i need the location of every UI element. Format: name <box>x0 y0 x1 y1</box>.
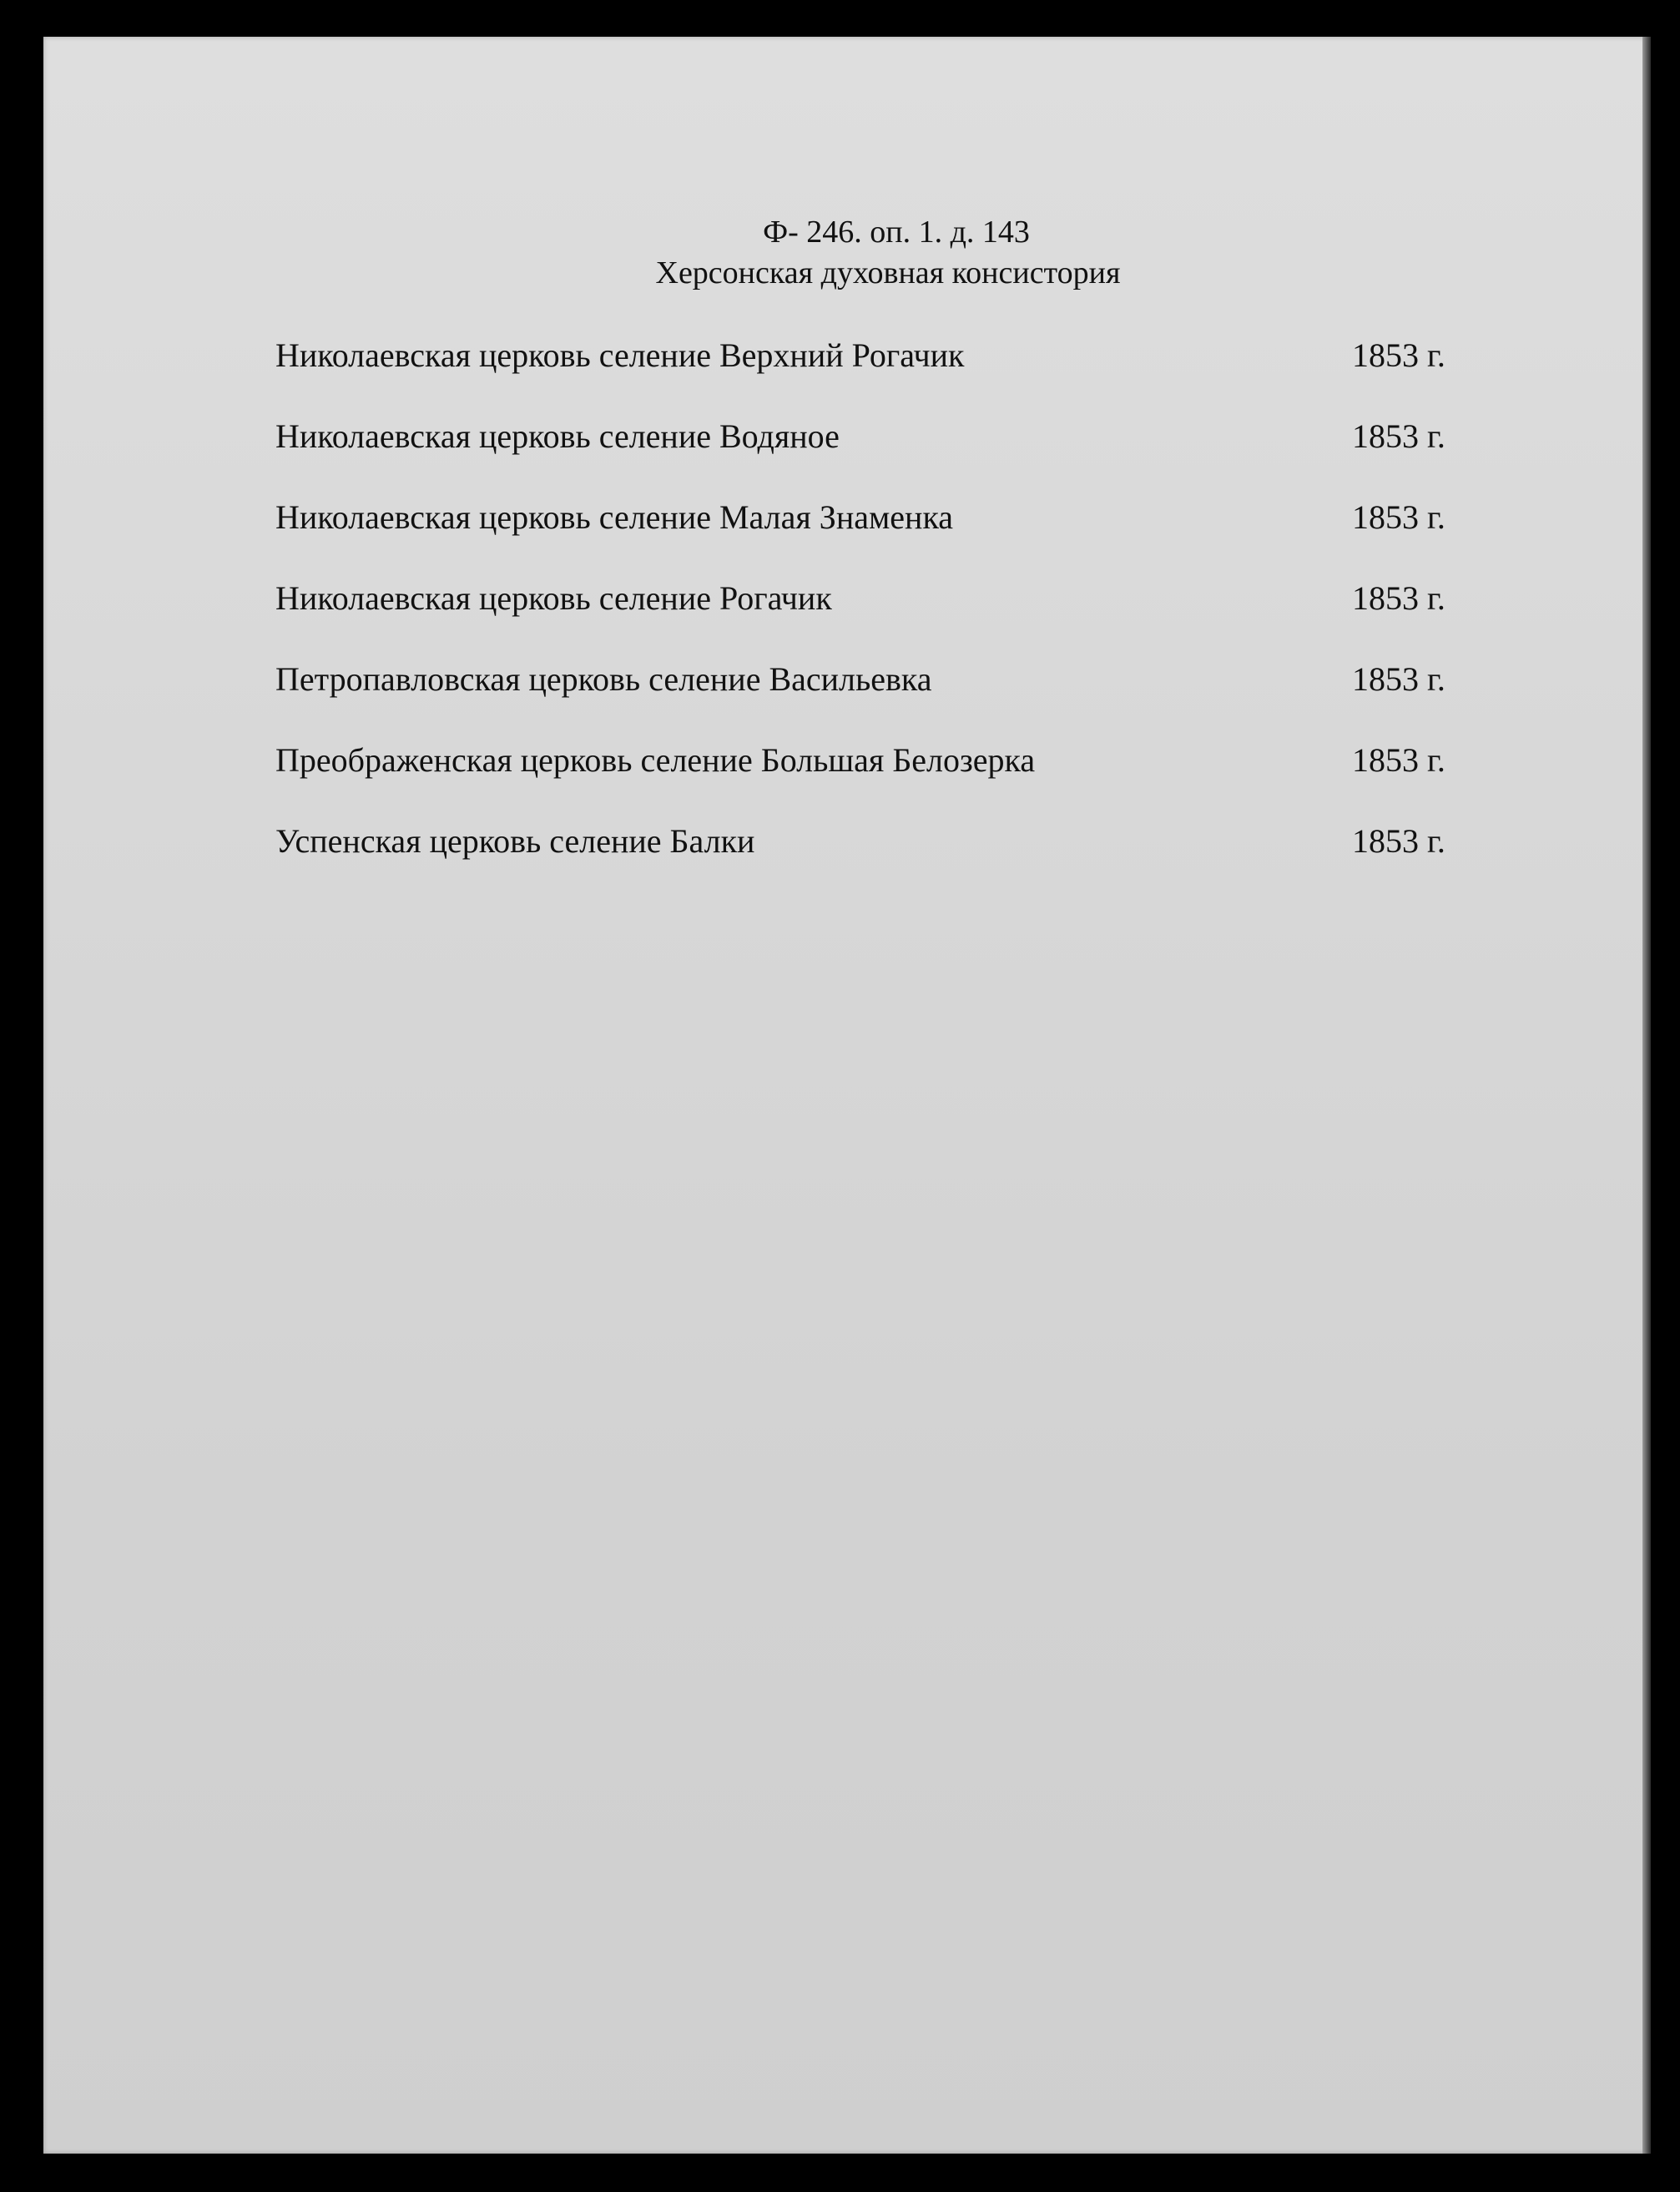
paper-edge-shadow <box>1642 37 1651 2154</box>
record-title: Преображенская церковь селение Большая Белозерка <box>275 741 1036 779</box>
record-year: 1853 г. <box>1352 579 1445 617</box>
record-year: 1853 г. <box>1352 498 1445 536</box>
list-item <box>275 492 1486 573</box>
record-list <box>275 331 1486 897</box>
list-item <box>275 735 1486 816</box>
list-item <box>275 331 1486 412</box>
record-title: Николаевская церковь селение Водяное <box>275 417 840 455</box>
archive-reference: Ф- 246. оп. 1. д. 143 <box>763 215 1030 250</box>
list-item <box>275 412 1486 492</box>
record-year: 1853 г. <box>1352 417 1445 455</box>
institution-name: Херсонская духовная консистория <box>655 255 1121 290</box>
list-item <box>275 816 1486 897</box>
list-item <box>275 573 1486 654</box>
list-item <box>275 654 1486 735</box>
record-year: 1853 г. <box>1352 660 1445 698</box>
record-title: Николаевская церковь селение Малая Знаменка <box>275 498 954 536</box>
record-year: 1853 г. <box>1352 741 1445 779</box>
record-title: Николаевская церковь селение Верхний Рогачик <box>275 336 965 374</box>
document-header <box>43 212 1649 294</box>
record-year: 1853 г. <box>1352 336 1445 374</box>
record-title: Петропавловская церковь селение Васильевка <box>275 660 932 698</box>
record-year: 1853 г. <box>1352 822 1445 860</box>
paper-sheet <box>43 37 1649 2154</box>
record-title: Успенская церковь селение Балки <box>275 822 755 860</box>
record-title: Николаевская церковь селение Рогачик <box>275 579 832 617</box>
